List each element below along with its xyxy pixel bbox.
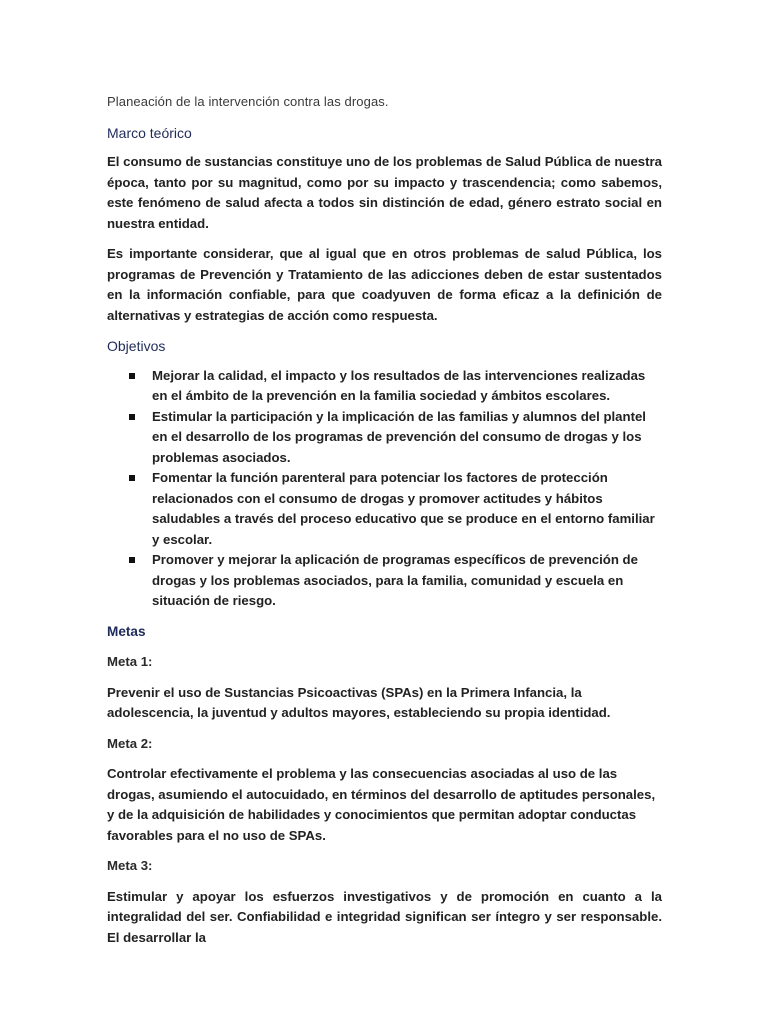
objetivo-text: Promover y mejorar la aplicación de programas específicos de prevención de drogas y los problemas asociados, para la familia, comunidad y escuela en situación de riesgo. <box>152 552 638 608</box>
objetivos-heading: Objetivos <box>107 338 166 354</box>
square-bullet-icon <box>129 414 135 420</box>
objetivo-item-1 <box>107 366 662 407</box>
marco-paragraph-2: Es importante considerar, que al igual que en otros problemas de salud Pública, los programas de Prevención y Tratamiento de las adicciones deben de estar sustentados en la información confiable, para que coadyuven de forma eficaz a la definición de alternativas y estrategias de acción como respuesta. <box>107 246 662 323</box>
document-title: Planeación de la intervención contra las drogas. <box>107 94 389 109</box>
objetivo-item-4 <box>107 550 662 612</box>
meta-2-label: Meta 2: <box>107 735 153 751</box>
meta-2-text: Controlar efectivamente el problema y las consecuencias asociadas al uso de las drogas, asumiendo el autocuidado, en términos del desarrollo de aptitudes personales, y de la adquisición de habilidades y conocimientos que permitan adoptar conductas favorables para el no uso de SPAs. <box>107 766 656 843</box>
meta-3-text: Estimular y apoyar los esfuerzos investigativos y de promoción en cuanto a la integralidad del ser. Confiabilidad e integridad significan ser íntegro y ser responsable. El desarrollar la <box>107 888 662 945</box>
objetivo-text: Mejorar la calidad, el impacto y los resultados de las intervenciones realizadas en el ámbito de la prevención en la familia sociedad y ámbitos escolares. <box>152 367 646 403</box>
meta-1-text: Prevenir el uso de Sustancias Psicoactivas (SPAs) en la Primera Infancia, la adolescencia, la juventud y adultos mayores, estableciendo su propia identidad. <box>107 684 611 720</box>
square-bullet-icon <box>129 373 135 379</box>
square-bullet-icon <box>129 475 135 481</box>
objetivo-item-3 <box>107 468 662 550</box>
objetivo-text: Fomentar la función parenteral para potenciar los factores de protección relacionados con el consumo de drogas y promover actitudes y hábitos saludables a través del proceso educativo que se produce en el entorno familiar y escolar. <box>152 470 655 547</box>
meta-1-label: Meta 1: <box>107 654 153 669</box>
marco-paragraph-1: El consumo de sustancias constituye uno de los problemas de Salud Pública de nuestra época, tanto por su magnitud, como por su impacto y trascendencia; como sabemos, este fenómeno de salud afecta a todos sin distinción de edad, género estrato social en nuestra entidad. <box>107 154 662 231</box>
objetivos-list <box>107 366 662 612</box>
meta-3-label: Meta 3: <box>107 858 153 873</box>
marco-teorico-heading: Marco teórico <box>107 124 192 141</box>
metas-heading: Metas <box>107 623 146 639</box>
objetivo-text: Estimular la participación y la implicación de las familias y alumnos del plantel en el desarrollo de los programas de prevención del consumo de drogas y los problemas asociados. <box>152 408 646 465</box>
square-bullet-icon <box>129 557 135 563</box>
objetivo-item-2 <box>107 407 662 469</box>
document-page <box>107 92 662 958</box>
